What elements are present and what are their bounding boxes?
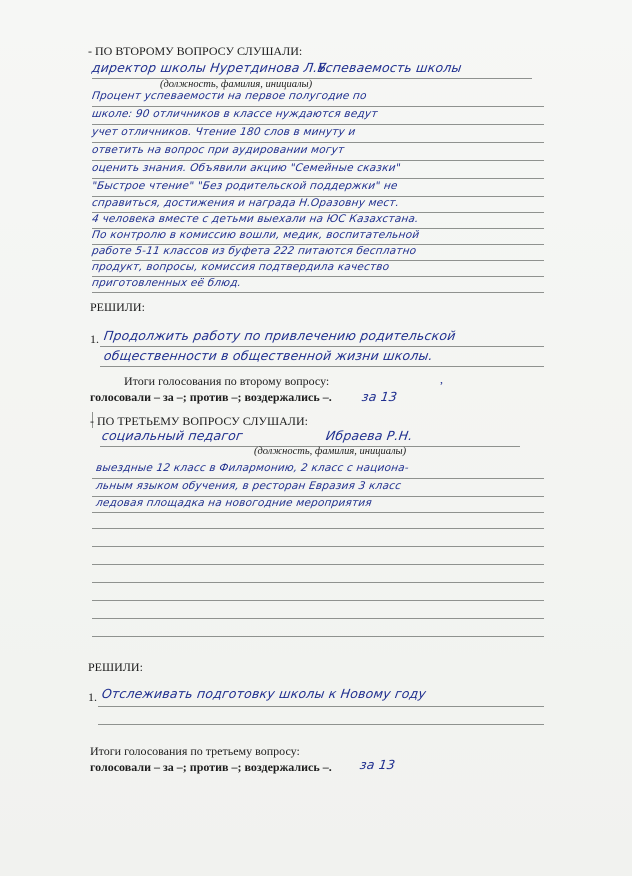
q2-line: оценить знания. Объявили акцию "Семейные сказки"	[91, 162, 402, 174]
q3-line: льным языком обучения, в ресторан Евразия 3 класс	[95, 480, 402, 492]
q2-line: школе: 90 отличников в классе нуждаются ведут	[91, 108, 379, 120]
q2-decision-number: 1.	[90, 332, 99, 346]
q2-line: продукт, вопросы, комиссия подтвердила качество	[91, 261, 391, 273]
q3-caption: (должность, фамилия, инициалы)	[254, 446, 407, 457]
q3-line: ледовая площадка на новогодние мероприятия	[95, 497, 373, 509]
q3-resolved-label: РЕШИЛИ:	[88, 660, 143, 674]
q3-speaker-position: социальный педагог	[100, 428, 244, 443]
q2-decision-line: общественности в общественной жизни школы.	[102, 348, 434, 363]
q2-decision-line: Продолжить работу по привлечению родительской	[102, 328, 457, 343]
q2-line: "Быстрое чтение" "Без родительской поддержки" не	[91, 180, 399, 192]
q3-vote-result: голосовали – за –; против –; воздержались –.	[90, 760, 332, 774]
q2-speaker-position: директор школы Нуретдинова Л.Б.	[90, 60, 332, 75]
q2-heading: - ПО ВТОРОМУ ВОПРОСУ СЛУШАЛИ:	[88, 44, 303, 58]
q2-resolved-label: РЕШИЛИ:	[90, 300, 145, 314]
q3-speaker-name: Ибраева Р.Н.	[324, 428, 414, 443]
q3-vote-label: Итоги голосования по третьему вопросу:	[90, 744, 300, 758]
q2-vote-label: Итоги голосования по второму вопросу:	[124, 374, 330, 388]
q2-line: Процент успеваемости на первое полугодие по	[91, 90, 368, 102]
q2-line: работе 5-11 классов из буфета 222 питаются бесплатно	[91, 245, 418, 257]
q3-line: выездные 12 класс в Филармонию, 2 класс с национа-	[95, 462, 410, 474]
q2-line: приготовленных её блюд.	[91, 277, 243, 289]
q2-line: По контролю в комиссию вошли, медик, воспитательной	[91, 229, 421, 241]
q2-line: 4 человека вместе с детьми выехали на ЮС Казахстана.	[91, 213, 420, 225]
q2-vote-hand: за 13	[360, 389, 399, 404]
q3-decision-number: 1.	[88, 690, 97, 704]
q2-line: справиться, достижения и награда Н.Оразовну мест.	[91, 197, 401, 209]
q2-speaker-topic: Успеваемость школы	[316, 60, 463, 75]
q3-vote-hand: за 13	[358, 757, 397, 772]
q2-vote-result: голосовали – за –; против –; воздержались –.	[90, 390, 332, 404]
q3-decision-line: Отслеживать подготовку школы к Новому году	[100, 686, 428, 701]
q2-line: ответить на вопрос при аудировании могут	[91, 144, 346, 156]
q2-line: учет отличников. Чтение 180 слов в минуту и	[91, 126, 357, 138]
q3-heading: - ПО ТРЕТЬЕМУ ВОПРОСУ СЛУШАЛИ:	[90, 414, 308, 428]
stray-mark: ,	[440, 372, 443, 386]
q2-caption: (должность, фамилия, инициалы)	[160, 79, 313, 90]
